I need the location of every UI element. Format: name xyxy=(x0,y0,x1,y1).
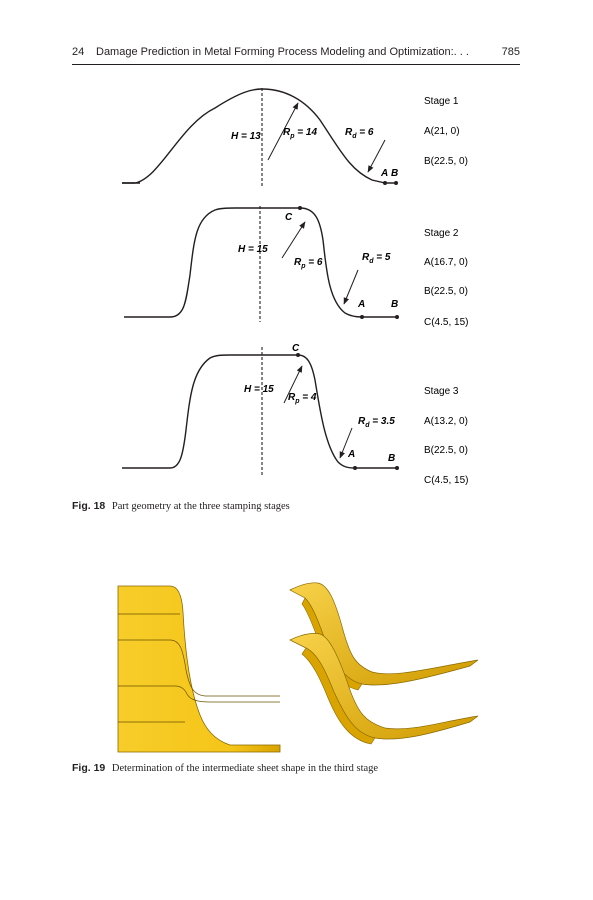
figure-18-caption-text: Part geometry at the three stamping stages xyxy=(111,501,290,512)
stage-3-coord-a: A(13.2, 0) xyxy=(424,416,468,427)
stage-2-profile xyxy=(124,206,468,328)
stage-3-h-label: H = 15 xyxy=(244,384,274,395)
stage-2-coord-c: C(4.5, 15) xyxy=(424,317,469,328)
sheet-contour-line xyxy=(118,640,280,696)
stage-1-title: Stage 1 xyxy=(424,96,459,107)
stage-2-label-c: C xyxy=(285,212,293,223)
sheet-cross-section-body xyxy=(118,586,280,752)
figure-19-caption xyxy=(72,762,378,774)
stage-1-coord-a: A(21, 0) xyxy=(424,126,460,137)
stage-3-rp-label: $R_p = 4$ xyxy=(288,392,317,405)
stage-1-point-a xyxy=(383,181,387,185)
stage-3-point-b xyxy=(395,466,399,470)
stage-1-profile xyxy=(122,88,468,187)
stage-1-coord-b: B(22.5, 0) xyxy=(424,156,468,167)
figure-18-caption xyxy=(72,500,290,512)
stage-3-rd-label: $R_d = 3.5$ xyxy=(358,416,395,429)
page-number: 785 xyxy=(501,46,520,58)
stage-3-coord-c: C(4.5, 15) xyxy=(424,475,469,486)
chapter-title: Damage Prediction in Metal Forming Process Modeling and Optimization:. . . xyxy=(96,46,469,58)
stage-2-rp-arrow xyxy=(282,222,305,258)
stage-1-rd-label: $R_d = 6$ xyxy=(345,127,374,140)
stage-3-label-c: C xyxy=(292,343,300,354)
stage-2-h-label: H = 15 xyxy=(238,244,268,255)
stage-2-coord-a: A(16.7, 0) xyxy=(424,257,468,268)
figure-18-caption-label: Fig. 18 xyxy=(72,500,106,512)
stage-2-title: Stage 2 xyxy=(424,228,459,239)
stage-1-label-a: A xyxy=(381,168,389,179)
figure-19-caption-text: Determination of the intermediate sheet shape in the third stage xyxy=(111,763,379,774)
stage-2-point-b xyxy=(395,315,399,319)
stage-1-point-b xyxy=(394,181,398,185)
sheet-contour-line xyxy=(118,686,280,702)
stage-3-label-a: A xyxy=(348,449,356,460)
stage-1-h-label: H = 13 xyxy=(231,131,261,142)
stage-2-rp-label: $R_p = 6$ xyxy=(294,257,323,270)
stage-2-coord-b: B(22.5, 0) xyxy=(424,286,468,297)
sheet-3d-upper xyxy=(290,583,478,685)
stage-3-curve xyxy=(122,355,397,468)
stage-3-title: Stage 3 xyxy=(424,386,459,397)
stage-2-label-a: A xyxy=(358,299,366,310)
stage-3-profile xyxy=(122,343,468,486)
sheet-3d-upper-side xyxy=(302,598,362,690)
chapter-number: 24 xyxy=(72,46,85,58)
sheet-3d-view xyxy=(290,583,478,744)
stage-2-label-b: B xyxy=(391,299,399,310)
stage-1-rp-label: $R_p = 14$ xyxy=(283,127,318,140)
sheet-cross-section xyxy=(118,586,280,752)
stage-3-coord-b: B(22.5, 0) xyxy=(424,445,468,456)
stage-2-point-a xyxy=(360,315,364,319)
figure-19-caption-label: Fig. 19 xyxy=(72,762,106,774)
stage-1-label-b: B xyxy=(391,168,399,179)
stage-3-label-b: B xyxy=(388,453,396,464)
sheet-3d-lower xyxy=(290,633,478,739)
stage-2-rd-arrow xyxy=(344,270,358,304)
sheet-3d-lower-side xyxy=(302,648,375,744)
stage-3-point-a xyxy=(353,466,357,470)
stage-2-rd-label: $R_d = 5$ xyxy=(362,252,391,265)
stage-2-point-c xyxy=(298,206,302,210)
